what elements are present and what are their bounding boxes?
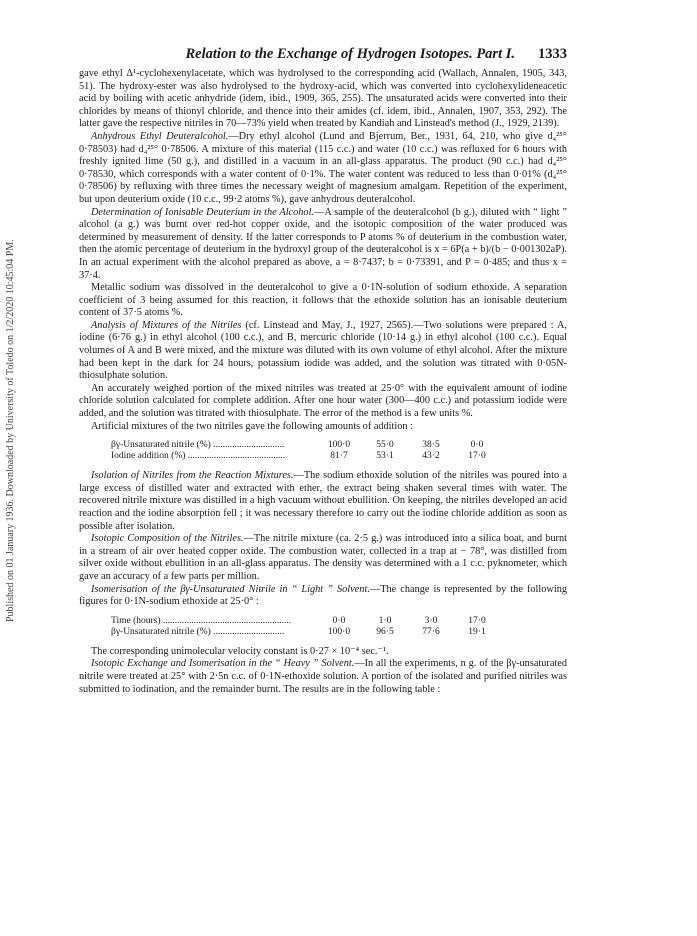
table-cell: 77·6 — [422, 626, 440, 637]
paragraph: Isomerisation of the βγ-Unsaturated Nitrile in “ Light ” Solvent.—The change is represented by the following figures for 0·1N-sodium ethoxide at 25·0° : — [79, 583, 568, 608]
running-title: Relation to the Exchange of Hydrogen Isotopes. Part I. — [185, 46, 515, 62]
table-cell: 17·0 — [468, 451, 486, 462]
table-cell: 100·0 — [327, 440, 351, 451]
paragraph: Isotopic Composition of the Nitriles.—The nitrile mixture (ca. 2·5 g.) was introduced into a silica boat, and burnt in a stream of air over heated copper oxide. The combustion water, collected in a trap at − 78°, was distilled from silver oxide without ebullition in an all-glass apparatus. The density was determined with a 1 c.c. pyknometer, which gave an accuracy of a few parts per million. — [79, 533, 567, 582]
table-row — [111, 451, 500, 462]
body-section-1 — [79, 68, 567, 433]
table-cell: 19·1 — [468, 626, 486, 637]
body-section-2 — [79, 470, 567, 609]
paragraph: Isotopic Exchange and Isomerisation in the “ Heavy ” Solvent.—In all the experiments, n g. of the βγ-unsaturated nitrile were treated at 25° with 2·5n c.c. of 0·1N-ethoxide solution. A portion of the isolated and purified nitriles was submitted to iodination, and the remainder burnt. The results are in the following table : — [79, 658, 567, 695]
table-cell: 0·0 — [470, 440, 484, 451]
paragraph: gave ethyl Δ¹-cyclohexenylacetate, which was hydrolysed to the corresponding acid (Wallach, Annalen, 1905, 343, 51). The hydroxy-ester was also hydrolysed to the hydroxy-acid, which was converted into cyclohexylideneacetic acid by boiling with acetic anhydride (idem, ibid., 1909, 365, 255). The unsaturated acids were converted into their chlorides by means of thionyl chloride, and thence into their amides (cf. idem, ibid., Annalen, 1907, 353, 292). The latter gave the respective nitriles in 70—73% yield when treated by Kandiah and Linstead's method (J., 1929, 2139). — [79, 68, 567, 130]
table-row — [111, 440, 500, 451]
table-cell: 55·0 — [376, 440, 394, 451]
row-label: Time (hours) ...................................................... — [111, 615, 292, 626]
table-cell: 100·0 — [327, 626, 351, 637]
addition-table — [111, 440, 500, 462]
table-row — [111, 616, 500, 627]
table-cell: 38·5 — [422, 440, 440, 451]
table-cell: 96·5 — [376, 626, 394, 637]
table-cell: 81·7 — [330, 451, 348, 462]
running-header — [79, 48, 567, 68]
table-cell: 53·1 — [376, 451, 394, 462]
row-label: Iodine addition (%) ......................................... — [111, 451, 286, 462]
paragraph: Metallic sodium was dissolved in the deuteralcohol to give a 0·1N-solution of sodium ethoxide. A separation coefficient of 3 being assumed for this reaction, it follows that the ethoxide solution has an ionisable deuterium content of 37·5 atoms %. — [79, 282, 567, 319]
paragraph: Isolation of Nitriles from the Reaction Mixtures.—The sodium ethoxide solution of the nitriles was poured into a large excess of distilled water and extracted with ether, the extract being shaken several times with water. The recovered nitrile mixture was distilled in a high vacuum without ebullition. On keeping, the nitriles developed an acid reaction and the iodine absorption fell ; it was necessary therefore to carry out the iodine chloride addition as soon as possible after isolation. — [79, 470, 567, 532]
paragraph: Determination of Ionisable Deuterium in the Alcohol.—A sample of the deuteralcohol (b g.), diluted with “ light ” alcohol (a g.) was burnt over red-hot copper oxide, and the isotopic composition of the water produced was determined by measurement of density. If the latter corresponds to P atoms % of deuterium in the combustion water, then the atomic percentage of deuterium in the hydroxyl group of the deuteralcohol is x = 6P(a + b)/(b − 0·001302aP). In an actual experiment with the alcohol prepared as above, a = 8·7437; b = 0·73391, and P = 0·485; and thus x = 37·4. — [79, 206, 567, 281]
table-row — [111, 627, 500, 638]
row-label: βγ-Unsaturated nitrile (%) .............................. — [111, 440, 285, 451]
paragraph: Artificial mixtures of the two nitriles gave the following amounts of addition : — [91, 420, 413, 432]
page-body — [79, 48, 567, 696]
paragraph: Analysis of Mixtures of the Nitriles (cf. Linstead and May, J., 1927, 2565).—Two solutions were prepared : A, iodine (6·76 g.) in ethyl alcohol (100 c.c.), and B, mercuric chloride (10·14 g.) in ethyl alcohol (100 c.c.). Equal volumes of A and B were mixed, and the mixture was diluted with its own volume of ethyl alcohol. After the mixture had been kept in the dark for 24 hours, potassium iodide was added, and the solution was titrated with 0·05N-thiosulphate solution. — [79, 319, 567, 382]
paragraph: An accurately weighed portion of the mixed nitriles was treated at 25·0° with the equivalent amount of iodine chloride solution calculated for complete addition. After one hour water (300—400 c.c.) and potassium iodide were added, and the solution was titrated with thiosulphate. The error of the method is a few units %. — [79, 382, 567, 420]
paragraph: Anhydrous Ethyl Deuteralcohol.—Dry ethyl alcohol (Lund and Bjerrum, Ber., 1931, 64, 210, who give d₄²⁵° 0·78503) had d₄²⁵° 0·78506. A mixture of this material (115 c.c.) and water (10 c.c.) was refluxed for 6 hours with freshly ignited lime (50 g.), and distilled in a vacuum in an all-glass apparatus. The product (90 c.c.) had d₄²⁵° 0·78530, which corresponds with a water content of 0·1%. The water content was reduced to less than 0·01% (d₄²⁵° 0·78506) by refluxing with three times the necessary weight of magnesium amalgam. Repetition of the experiment, but upon deuterium oxide (10 c.c., 99·2 atoms %), gave anhydrous deuteralcohol. — [79, 130, 567, 205]
page-number: 1333 — [538, 46, 567, 62]
isomerisation-table — [111, 616, 500, 638]
table-cell: 3·0 — [424, 615, 438, 626]
paragraph: The corresponding unimolecular velocity constant is 0·27 × 10⁻⁴ sec.⁻¹. — [91, 645, 389, 657]
download-stamp — [3, 152, 17, 622]
row-label: βγ-Unsaturated nitrile (%) .............................. — [111, 626, 285, 637]
body-section-3 — [79, 646, 567, 696]
table-cell: 17·0 — [468, 615, 486, 626]
table-cell: 1·0 — [378, 615, 392, 626]
download-stamp-text: Published on 01 January 1936. Downloaded by University of Toledo on 1/2/2020 10:45:04 PM. — [5, 239, 16, 622]
table-cell: 0·0 — [332, 615, 346, 626]
table-cell: 43·2 — [422, 451, 440, 462]
